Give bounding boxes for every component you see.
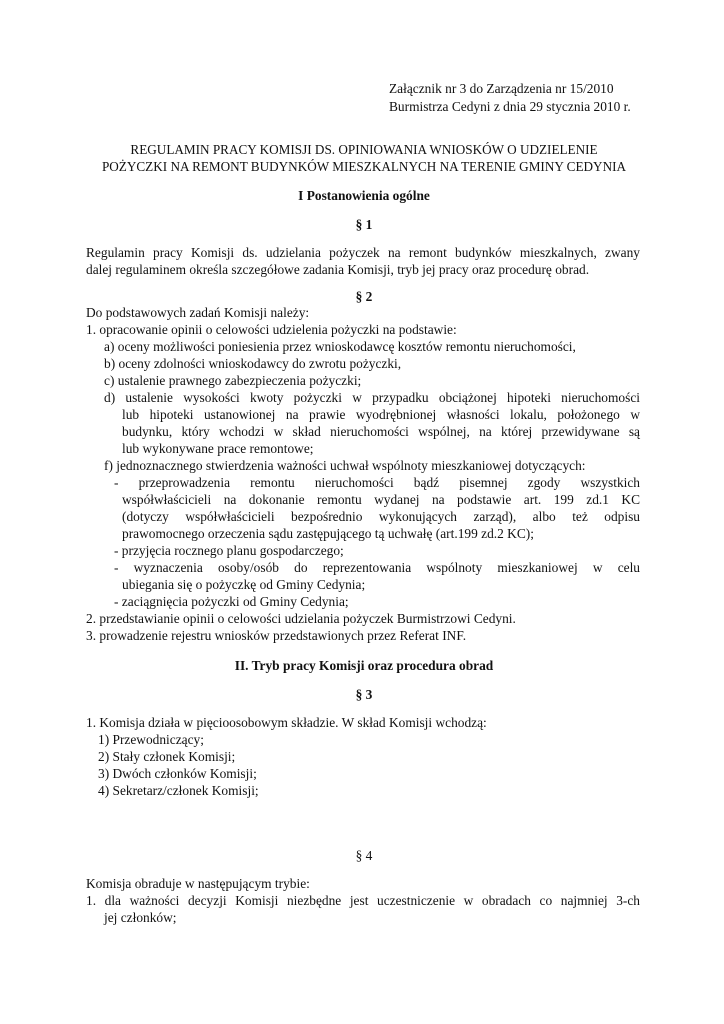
- paragraph-3-list-item: 3) Dwóch członków Komisji;: [98, 766, 257, 781]
- paragraph-2-item-f-1-line-3: (dotyczy współwłaścicieli bezpośrednio wykonujących zarząd), albo też odpisu: [122, 509, 640, 524]
- paragraph-2-item-b: b) oceny zdolności wnioskodawcy do zwrotu pożyczki,: [104, 356, 402, 371]
- paragraph-3-mark: § 3: [355, 687, 373, 702]
- section-1-heading: I Postanowienia ogólne: [298, 188, 430, 203]
- paragraph-2-item-f-2: - przyjęcia rocznego planu gospodarczego;: [114, 543, 344, 558]
- paragraph-2-item-f-1-line-2: współwłaścicieli na dokonanie remontu wydanej na podstawie art. 199 zd.1 KC: [122, 492, 640, 507]
- paragraph-2-item-2: 2. przedstawianie opinii o celowości udzielania pożyczek Burmistrzowi Cedyni.: [86, 611, 516, 626]
- section-2-heading: II. Tryb pracy Komisji oraz procedura obrad: [234, 658, 494, 673]
- paragraph-4-item-1-line-1: 1. dla ważności decyzji Komisji niezbędne jest uczestniczenie w obradach co najmniej 3-ch: [86, 893, 640, 908]
- paragraph-2-item-3: 3. prowadzenie rejestru wniosków przedstawionych przez Referat INF.: [86, 628, 467, 643]
- paragraph-1-mark: § 1: [355, 217, 373, 232]
- paragraph-4-item-1-line-2: jej członków;: [104, 910, 177, 925]
- paragraph-2-item-c: c) ustalenie prawnego zabezpieczenia pożyczki;: [104, 373, 362, 388]
- paragraph-1-line-2: dalej regulaminem określa szczegółowe zadania Komisji, tryb jej pracy oraz procedurę obrad.: [86, 262, 590, 277]
- paragraph-3-list-item: 4) Sekretarz/członek Komisji;: [98, 783, 259, 798]
- attachment-line-2: Burmistrza Cedyni z dnia 29 stycznia 2010 r.: [389, 99, 631, 114]
- document-title-line-1: REGULAMIN PRACY KOMISJI DS. OPINIOWANIA WNIOSKÓW O UDZIELENIE: [130, 142, 598, 157]
- paragraph-2-item-f-3-line-2: ubiegania się o pożyczkę od Gminy Cedynia;: [122, 577, 366, 592]
- paragraph-2-item-f-3-line-1: - wyznaczenia osoby/osób do reprezentowania wspólnoty mieszkaniowej w celu: [114, 560, 640, 575]
- paragraph-1-line-1: Regulamin pracy Komisji ds. udzielania pożyczek na remont budynków mieszkalnych, zwany: [86, 245, 640, 260]
- paragraph-2-intro: Do podstawowych zadań Komisji należy:: [86, 305, 310, 320]
- paragraph-2-item-d-line-4: lub wykonywane prace remontowe;: [122, 441, 314, 456]
- paragraph-2-item-a: a) oceny możliwości poniesienia przez wnioskodawcę kosztów remontu nieruchomości,: [104, 339, 576, 354]
- paragraph-4-mark: § 4: [355, 848, 373, 863]
- paragraph-2-item-1: 1. opracowanie opinii o celowości udzielenia pożyczki na podstawie:: [86, 322, 457, 337]
- paragraph-2-item-d-line-2: lub hipoteki ustanowionej na prawie wyodrębnionej własności lokalu, położonego w: [122, 407, 640, 422]
- attachment-note: [389, 80, 631, 116]
- paragraph-2-item-f-4: - zaciągnięcia pożyczki od Gminy Cedynia;: [114, 594, 349, 609]
- document-title-line-2: POŻYCZKI NA REMONT BUDYNKÓW MIESZKALNYCH NA TERENIE GMINY CEDYNIA: [101, 159, 627, 174]
- paragraph-2-item-d-line-3: budynku, który wchodzi w skład nieruchomości wspólnej, na której przewidywane są: [122, 424, 640, 439]
- paragraph-2-mark: § 2: [355, 289, 373, 304]
- paragraph-3-list-item: 2) Stały członek Komisji;: [98, 749, 236, 764]
- paragraph-4-intro: Komisja obraduje w następującym trybie:: [86, 876, 310, 891]
- paragraph-3-intro: 1. Komisja działa w pięcioosobowym składzie. W skład Komisji wchodzą:: [86, 715, 487, 730]
- paragraph-2-item-f-1-line-4: prawomocnego orzeczenia sądu zastępującego tą uchwałę (art.199 zd.2 KC);: [122, 526, 534, 541]
- paragraph-2-item-d-line-1: d) ustalenie wysokości kwoty pożyczki w przypadku obciążonej hipoteki nieruchomości: [104, 390, 640, 405]
- paragraph-2-item-f: f) jednoznacznego stwierdzenia ważności uchwał wspólnoty mieszkaniowej dotyczących:: [104, 458, 586, 473]
- paragraph-3-list-item: 1) Przewodniczący;: [98, 732, 204, 747]
- paragraph-2-item-f-1-line-1: - przeprowadzenia remontu nieruchomości bądź pisemnej zgody wszystkich: [114, 475, 640, 490]
- attachment-line-1: Załącznik nr 3 do Zarządzenia nr 15/2010: [389, 81, 614, 96]
